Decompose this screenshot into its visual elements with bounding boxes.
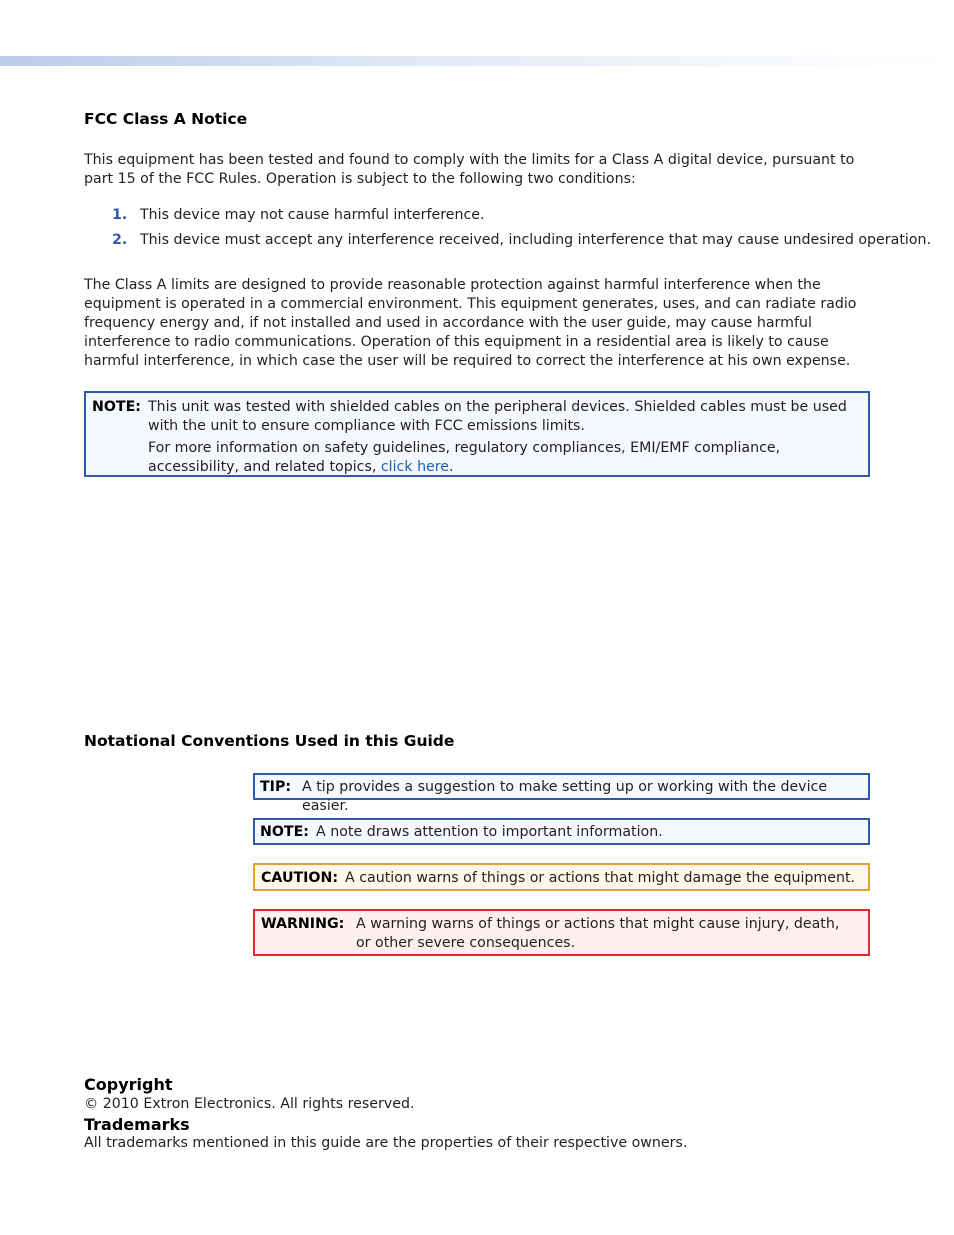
copyright-heading: Copyright <box>84 1075 173 1094</box>
click-here-link[interactable]: click here <box>380 459 450 475</box>
note-text: This unit was tested with shielded cables on the peripheral devices. Shielded cables must be used with the unit to ensure compliance with FCC emissions limits. <box>148 399 847 434</box>
list-item: This device must accept any interference received, including interference that may cause undesired operation. <box>140 232 932 248</box>
header-gradient-bar <box>0 56 954 66</box>
trademarks-heading: Trademarks <box>84 1115 190 1134</box>
trademarks-text: All trademarks mentioned in this guide are the properties of their respective owners. <box>84 1135 688 1151</box>
warning-label: WARNING: <box>261 916 345 932</box>
list-number: 2. <box>112 232 128 248</box>
note-text: A note draws attention to important information. <box>316 824 663 840</box>
list-item: This device may not cause harmful interference. <box>140 207 485 223</box>
caution-text: A caution warns of things or actions that might damage the equipment. <box>345 870 856 886</box>
conditions-list <box>0 207 954 257</box>
note-label: NOTE: <box>92 399 141 415</box>
note-box <box>253 818 870 845</box>
note-period: . <box>449 459 454 475</box>
warning-text: A warning warns of things or actions that might cause injury, death, or other severe consequences. <box>356 916 840 951</box>
fcc-heading: FCC Class A Notice <box>84 110 248 128</box>
copyright-text: © 2010 Extron Electronics. All rights reserved. <box>84 1096 415 1112</box>
note-label: NOTE: <box>260 824 309 840</box>
tip-text: A tip provides a suggestion to make setting up or working with the device easier. <box>302 779 828 814</box>
fcc-body: The Class A limits are designed to provide reasonable protection against harmful interference when the equipment is operated in a commercial environment. This equipment generates, uses, and can radiate radio frequency energy and, if not installed and used in accordance with the user guide, may cause harmful interference to radio communications. Operation of this equipment in a residential area is likely to cause harmful interference, in which case the user will be required to correct the interference at his own expense. <box>84 277 857 369</box>
tip-label: TIP: <box>260 779 292 795</box>
tip-box <box>253 773 870 814</box>
conventions-heading: Notational Conventions Used in this Guide <box>84 732 455 750</box>
warning-box <box>253 909 870 956</box>
note-more-info <box>148 439 860 477</box>
caution-box <box>253 863 870 891</box>
list-number: 1. <box>112 207 128 223</box>
fcc-intro: This equipment has been tested and found to comply with the limits for a Class A digital device, pursuant to part 15 of the FCC Rules. Operation is subject to the following two conditions: <box>84 152 855 187</box>
caution-label: CAUTION: <box>261 870 339 886</box>
note-more-info-text: For more information on safety guidelines, regulatory compliances, EMI/EMF compliance, accessibility, and related topics, <box>148 440 781 475</box>
fcc-note-box <box>84 391 870 477</box>
